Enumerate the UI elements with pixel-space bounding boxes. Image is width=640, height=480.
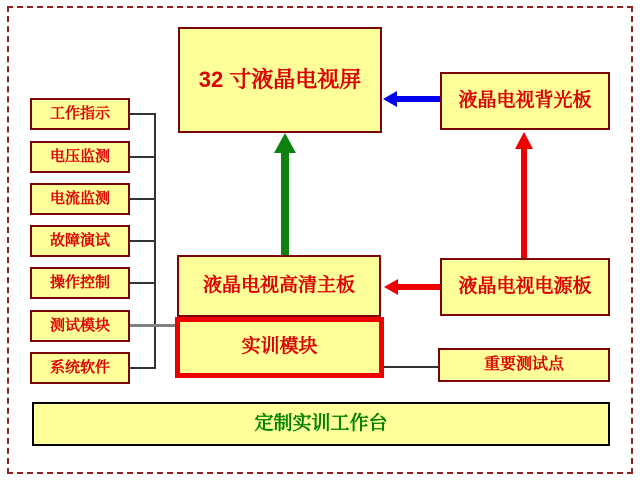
connector-operation-control — [130, 282, 155, 284]
arrow-backlight-to-screen-head — [383, 91, 397, 107]
box-operation-control-label: 操作控制 — [49, 273, 110, 291]
box-operation-control — [30, 267, 130, 299]
box-power-board-label: 液晶电视电源板 — [458, 275, 592, 297]
box-custom-workbench-label: 定制实训工作台 — [254, 412, 388, 434]
box-test-module — [30, 310, 130, 342]
arrow-power-to-backlight-shaft — [521, 147, 527, 258]
box-lcd-screen — [178, 27, 382, 133]
arrow-power-to-backlight-head — [515, 132, 533, 149]
connector-current-monitor — [130, 198, 155, 200]
box-voltage-monitor — [30, 141, 130, 173]
box-power-board — [440, 258, 610, 316]
arrow-mainboard-to-screen-head — [274, 133, 296, 153]
box-system-software-label: 系统软件 — [49, 358, 110, 376]
box-current-monitor — [30, 183, 130, 215]
connector-fault-demo — [130, 240, 155, 242]
box-fault-demo — [30, 225, 130, 257]
connector-work-indicator — [130, 113, 155, 115]
box-work-indicator — [30, 98, 130, 130]
box-test-module-label: 测试模块 — [49, 316, 110, 334]
box-training-module — [175, 317, 384, 378]
connector-system-software — [130, 367, 155, 369]
box-current-monitor-label: 电流监测 — [49, 189, 110, 207]
box-backlight-board — [440, 72, 610, 130]
box-voltage-monitor-label: 电压监测 — [49, 147, 110, 165]
box-system-software — [30, 352, 130, 384]
box-hd-mainboard-label: 液晶电视高清主板 — [202, 274, 355, 296]
box-hd-mainboard — [177, 255, 381, 317]
box-training-module-label: 实训模块 — [241, 336, 318, 358]
box-key-test-points-label: 重要测试点 — [483, 356, 564, 374]
connector-training-to-testpoint — [384, 366, 438, 368]
arrow-mainboard-to-screen-shaft — [281, 151, 289, 255]
arrow-power-to-mainboard-head — [384, 279, 398, 295]
connector-test-module-to-training — [130, 324, 177, 327]
arrow-backlight-to-screen-shaft — [395, 96, 440, 102]
box-custom-workbench — [32, 402, 610, 446]
box-backlight-board-label: 液晶电视背光板 — [458, 89, 592, 111]
left-column-bus-line — [154, 113, 156, 369]
box-fault-demo-label: 故障演试 — [49, 231, 110, 249]
connector-voltage-monitor — [130, 156, 155, 158]
box-work-indicator-label: 工作指示 — [49, 104, 110, 122]
box-lcd-screen-label: 32 寸液晶电视屏 — [198, 66, 362, 92]
box-key-test-points — [438, 348, 610, 382]
arrow-power-to-mainboard-shaft — [396, 284, 440, 290]
